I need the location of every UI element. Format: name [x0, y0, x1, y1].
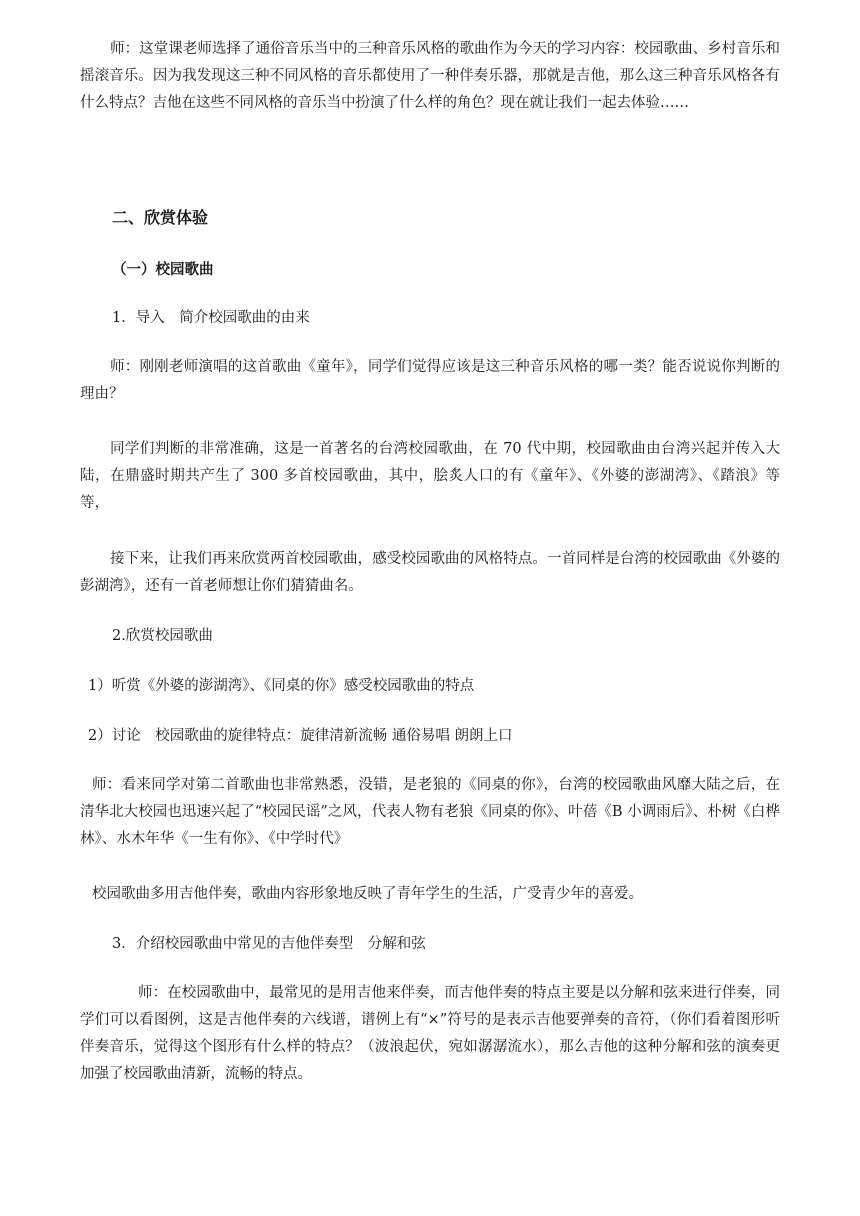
next-paragraph: 接下来，让我们再来欣赏两首校园歌曲，感受校园歌曲的风格特点。一首同样是台湾的校园歌曲《外婆的彭湖湾》，还有一首老师想让你们猜猜曲名。	[80, 551, 780, 594]
history-paragraph: 同学们判断的非常准确，这是一首著名的台湾校园歌曲，在 70 代中期，校园歌曲由台湾兴起并传入大陆，在鼎盛时期共产生了 300 多首校园歌曲，其中，脍炙人口的有《童年》、《外婆的澎湖湾》、《踏浪》等等，	[80, 441, 780, 511]
item-2-heading: 2.欣赏校园歌曲	[112, 628, 213, 644]
summary-line: 校园歌曲多用吉他伴奏，歌曲内容形象地反映了青年学生的生活，广受青少年的喜爱。	[92, 886, 643, 902]
section-title: 二、欣赏体验	[112, 208, 209, 227]
subsection-title: （一）校园歌曲	[112, 262, 214, 278]
sub-item-2: 2）讨论 校园歌曲的旋律特点：旋律清新流畅 通俗易唱 朗朗上口	[88, 728, 513, 744]
sub-item-1: 1）听赏《外婆的澎湖湾》、《同桌的你》感受校园歌曲的特点	[88, 678, 475, 694]
teacher-note-paragraph: 师：看来同学对第二首歌曲也非常熟悉，没错，是老狼的《同桌的你》，台湾的校园歌曲风靡大陆之后，在清华北大校园也迅速兴起了“校园民谣”之风，代表人物有老狼《同桌的你》、叶蓓《B 小调雨后》、朴树《白桦林》、水木年华《一生有你》、《中学时代》	[80, 777, 780, 847]
item-1-heading: 1．导入 简介校园歌曲的由来	[112, 310, 310, 326]
teacher-question-paragraph: 师：刚刚老师演唱的这首歌曲《童年》，同学们觉得应该是这三种音乐风格的哪一类？能否说说你判断的理由？	[80, 359, 780, 402]
intro-paragraph: 师：这堂课老师选择了通俗音乐当中的三种音乐风格的歌曲作为今天的学习内容：校园歌曲、乡村音乐和摇滚音乐。因为我发现这三种不同风格的音乐都使用了一种伴奏乐器，那就是吉他，那么这三种音乐风格各有什么特点？吉他在这些不同风格的音乐当中扮演了什么样的角色？现在就让我们一起去体验……	[80, 41, 780, 111]
item-3-heading: 3．介绍校园歌曲中常见的吉他伴奏型 分解和弦	[112, 936, 426, 952]
guitar-paragraph: 师：在校园歌曲中，最常见的是用吉他来伴奏，而吉他伴奏的特点主要是以分解和弦来进行伴奏，同学们可以看图例，这是吉他伴奏的六线谱，谱例上有“×”符号的是表示吉他要弹奏的音符，（你们看着图形听伴奏音乐，觉得这个图形有什么样的特点？（波浪起伏，宛如潺潺流水），那么吉他的这种分解和弦的演奏更加强了校园歌曲清新，流畅的特点。	[80, 985, 780, 1082]
